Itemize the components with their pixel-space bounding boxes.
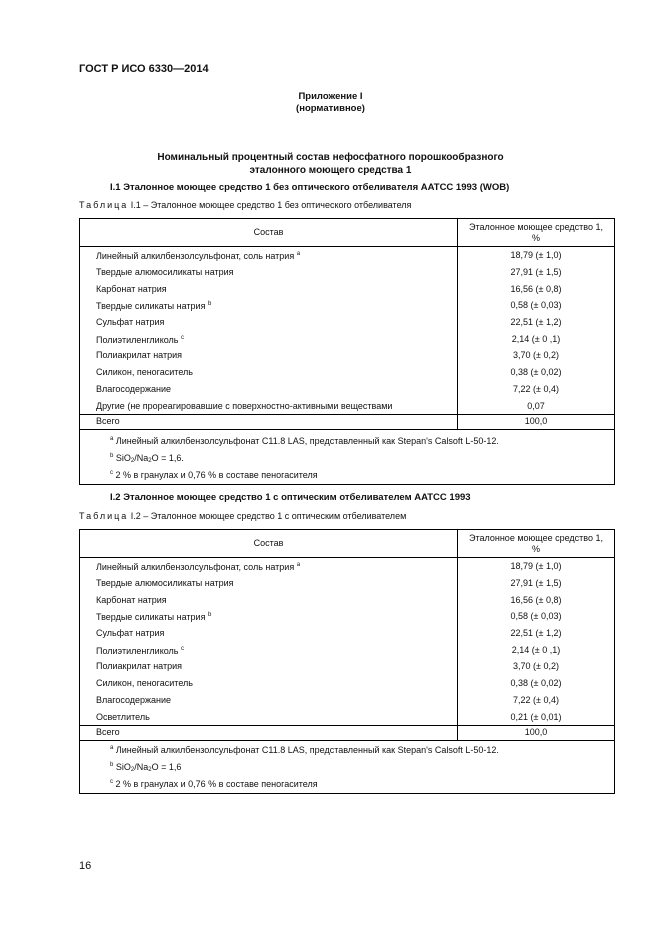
component-name-cell [80,264,458,281]
table1-caption-text: I.1 – Эталонное моющее средство 1 без оптического отбеливателя [128,200,412,210]
component-percentage: 22,51 (± 1,2) [458,314,615,331]
table-row [80,575,615,592]
table2-header-detergent [458,530,615,558]
table2-footnote-b [110,758,614,775]
component-name: Сульфат натрия [96,317,165,328]
component-name-cell [80,591,458,608]
table1-total-value: 100,0 [458,414,615,429]
component-percentage: 0,58 (± 0,03) [458,608,615,625]
document-heading-line2: эталонного моющего средства 1 [249,165,412,176]
component-name: Полиэтиленгликоль [96,334,179,345]
table1-caption [79,200,411,210]
table-row [80,330,615,347]
table-row [80,608,615,625]
footnote-b-sio: SiO [115,452,131,463]
appendix-status: (нормативное) [296,103,365,114]
table2-footnote-a [110,741,614,758]
footnote-mark: c [181,645,184,652]
component-name-cell [80,314,458,331]
table2-header-detergent-label: Эталонное моющее средство 1, [469,532,603,543]
component-name-cell [80,297,458,314]
component-name-cell [80,641,458,658]
footnote-a-mark: a [110,435,114,442]
component-name: Твердые алюмосиликаты натрия [96,578,234,589]
table2-footnotes [80,740,615,793]
component-name: Силикон, пеногаситель [96,367,193,378]
component-percentage: 3,70 (± 0,2) [458,347,615,364]
composition-table-2 [79,529,615,794]
table-row [80,347,615,364]
component-name: Карбонат натрия [96,594,167,605]
footnote-c-mark: c [110,778,113,785]
component-name-cell [80,575,458,592]
component-name: Силикон, пеногаситель [96,678,193,689]
component-name-cell [80,397,458,414]
component-percentage: 7,22 (± 0,4) [458,381,615,398]
component-name: Влагосодержание [96,383,172,394]
table1-header-unit: % [531,232,540,243]
footnote-c-text: 2 % в гранулах и 0,76 % в составе пеногасителя [115,778,318,789]
component-name-cell [80,675,458,692]
component-percentage: 27,91 (± 1,5) [458,264,615,281]
table2-total-label: Всего [80,725,458,740]
footnote-a-text: Линейный алкилбензолсульфонат C11.8 LAS, представленный как Stepan's Calsoft L-50-12. [115,744,499,755]
footnote-a-mark: a [110,744,114,751]
component-name-cell [80,558,458,575]
table-row [80,397,615,414]
footnote-b-ratio: O = 1,6. [151,452,184,463]
component-percentage: 2,14 (± 0 ,1) [458,641,615,658]
document-heading-line1: Номинальный процентный состав нефосфатного порошкообразного [157,152,504,163]
footnote-c-text: 2 % в гранулах и 0,76 % в составе пеногасителя [115,469,318,480]
page-number: 16 [79,860,92,872]
component-percentage: 18,79 (± 1,0) [458,558,615,575]
component-percentage: 0,21 (± 0,01) [458,708,615,725]
table-row [80,658,615,675]
appendix-title: Приложение I [298,91,363,102]
table1-total-label: Всего [80,414,458,429]
component-percentage: 7,22 (± 0,4) [458,692,615,709]
table1-header-detergent [458,219,615,247]
table-row [80,591,615,608]
component-name: Линейный алкилбензолсульфонат, соль натрия [96,562,295,573]
footnote-b-na: /Na [134,761,149,772]
component-name-cell [80,625,458,642]
component-name: Линейный алкилбензолсульфонат, соль натрия [96,251,295,262]
table-row [80,364,615,381]
table2-caption-prefix: Таблица [79,511,129,521]
table-row [80,708,615,725]
footnote-mark: a [296,562,301,569]
footnote-mark: b [207,612,212,619]
component-percentage: 22,51 (± 1,2) [458,625,615,642]
footnote-b-sub1: 2 [130,766,135,773]
footnote-b-mark: b [110,761,114,768]
table1-footnotes [80,429,615,484]
footnote-mark: b [207,301,212,308]
component-name-cell [80,280,458,297]
footnote-b-ratio: O = 1,6 [151,761,182,772]
table-row [80,381,615,398]
footnote-b-mark: b [110,452,114,459]
table-row [80,558,615,575]
component-name: Полиакрилат натрия [96,350,183,361]
table1-footnote-c [110,466,614,483]
component-name: Карбонат натрия [96,283,167,294]
table-row [80,641,615,658]
table1-header-composition: Состав [80,219,458,247]
footnote-c-mark: c [110,469,113,476]
table-row [80,314,615,331]
component-name: Твердые силикаты натрия [96,612,206,623]
component-name-cell [80,247,458,264]
component-name: Осветлитель [96,711,150,722]
component-percentage: 0,58 (± 0,03) [458,297,615,314]
footnote-mark: a [296,251,301,258]
section2-title: I.2 Эталонное моющее средство 1 с оптическим отбеливателем AATCC 1993 [110,492,471,503]
table1-header-detergent-label: Эталонное моющее средство 1, [469,221,603,232]
component-percentage: 16,56 (± 0,8) [458,280,615,297]
table-row [80,692,615,709]
standard-header: ГОСТ Р ИСО 6330—2014 [79,63,209,75]
component-percentage: 0,07 [458,397,615,414]
table2-total-value: 100,0 [458,725,615,740]
component-name-cell [80,347,458,364]
component-name-cell [80,364,458,381]
component-name-cell [80,658,458,675]
footnote-a-text: Линейный алкилбензолсульфонат C11.8 LAS, представленный как Stepan's Calsoft L-50-12. [115,435,499,446]
footnote-b-sio: SiO [115,761,131,772]
footnote-b-sub2: 2 [148,457,152,464]
component-name: Твердые силикаты натрия [96,301,206,312]
footnote-mark: c [181,334,184,341]
component-name: Другие (не прореагировавшие с поверхностно-активными веществами [96,400,393,411]
table-row [80,280,615,297]
component-percentage: 2,14 (± 0 ,1) [458,330,615,347]
component-percentage: 3,70 (± 0,2) [458,658,615,675]
section1-title: I.1 Эталонное моющее средство 1 без оптического отбеливателя AATCC 1993 (WOB) [110,182,510,193]
component-percentage: 18,79 (± 1,0) [458,247,615,264]
table1-footnote-b [110,449,614,466]
footnote-b-sub2: 2 [148,766,152,773]
table2-header-unit: % [531,543,540,554]
component-name-cell [80,692,458,709]
table1-footnote-a [110,432,614,449]
table-row [80,247,615,264]
component-name-cell [80,708,458,725]
component-percentage: 0,38 (± 0,02) [458,675,615,692]
table-row [80,264,615,281]
component-name-cell [80,381,458,398]
table-row [80,625,615,642]
component-name: Полиакрилат натрия [96,661,183,672]
component-percentage: 0,38 (± 0,02) [458,364,615,381]
component-name: Влагосодержание [96,694,172,705]
footnote-b-na: /Na [134,452,149,463]
table2-header-composition: Состав [80,530,458,558]
component-name-cell [80,608,458,625]
composition-table-1 [79,218,615,485]
table1-caption-prefix: Таблица [79,200,129,210]
component-name-cell [80,330,458,347]
component-name: Сульфат натрия [96,628,165,639]
component-percentage: 27,91 (± 1,5) [458,575,615,592]
table2-caption [79,511,406,521]
table2-caption-text: I.2 – Эталонное моющее средство 1 с оптическим отбеливателем [128,511,407,521]
component-name: Полиэтиленгликоль [96,645,179,656]
component-name: Твердые алюмосиликаты натрия [96,267,234,278]
table2-footnote-c [110,775,614,792]
table-row [80,675,615,692]
component-percentage: 16,56 (± 0,8) [458,591,615,608]
footnote-b-sub1: 2 [130,457,135,464]
table-row [80,297,615,314]
